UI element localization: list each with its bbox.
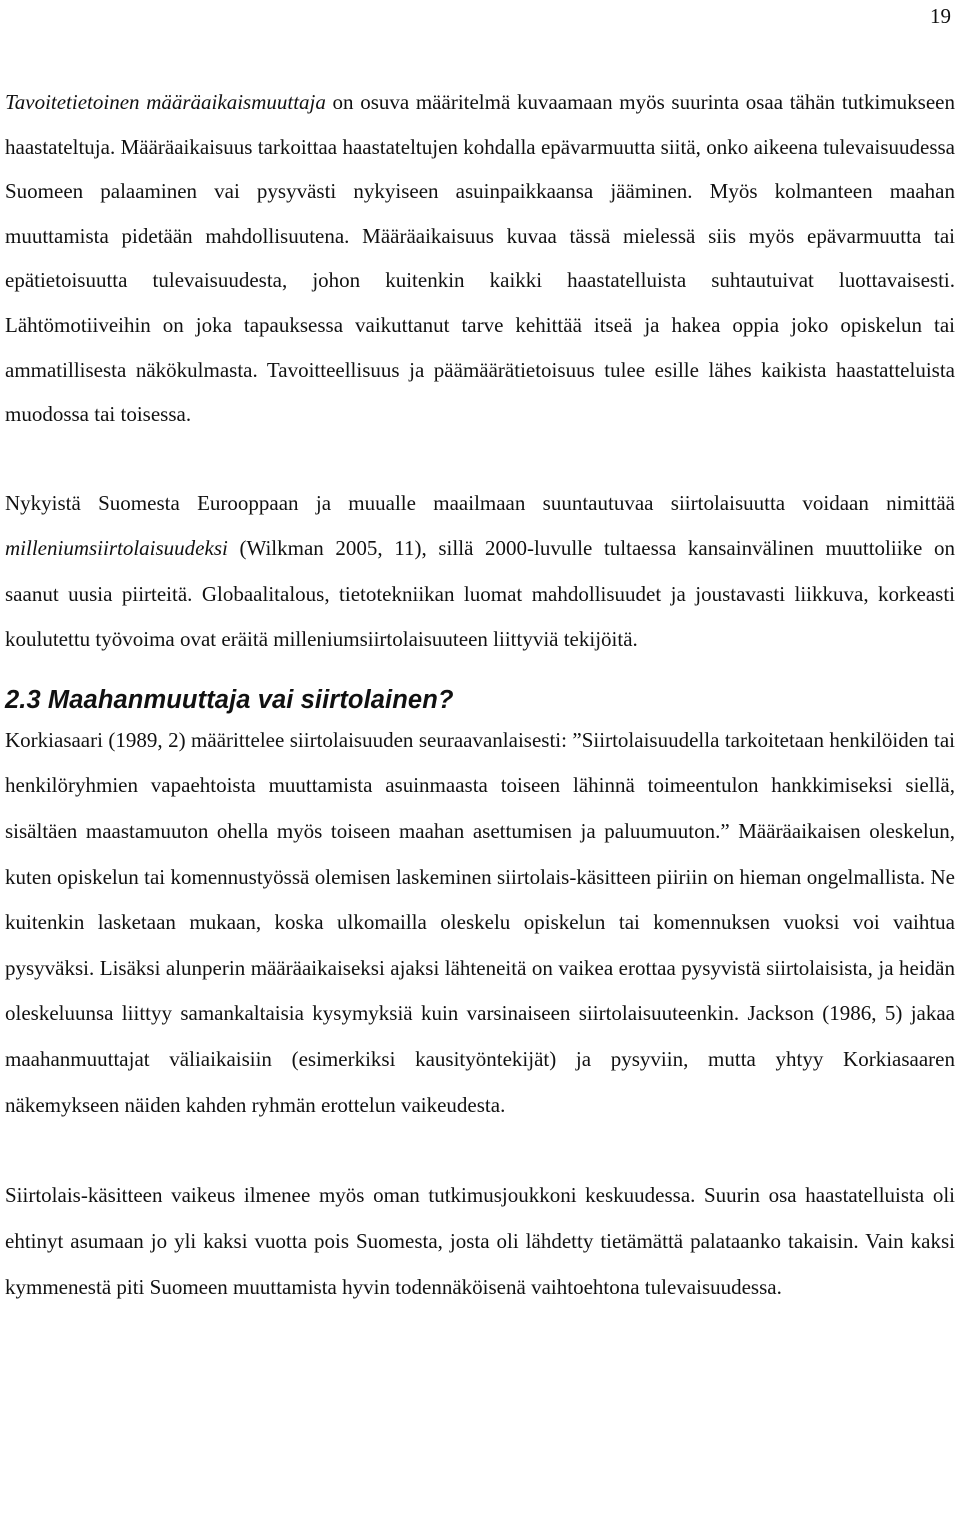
page-number: 19 [930, 4, 951, 28]
paragraph-text: on osuva määritelmä kuvaamaan myös suurinta osaa tähän tutkimukseen haastateltuja. Määräaikaisuus tarkoittaa haastateltujen kohdalla epävarmuutta siitä, onko aikeena tulevaisuudessa Suomeen palaaminen vai pysyvästi nykyiseen asuinpaikkaansa jääminen. Myös kolmanteen maahan muuttamista pidetään mahdollisuutena. Määräaikaisuus kuvaa tässä mielessä siis myös epävarmuutta tai epätietoisuutta tulevaisuudesta, johon kuitenkin kaikki haastatelluista suhtautuivat luottavaisesti. Lähtömotiiveihin on joka tapauksessa vaikuttanut tarve kehittää itseä ja hakea oppia joko opiskelun tai ammatillisesta näkökulmasta. Tavoitteellisuus ja päämäärätietoisuus tulee esille lähes kaikista haastatteluista muodossa tai toisessa. [5, 90, 955, 427]
paragraph-3: Korkiasaari (1989, 2) määrittelee siirtolaisuuden seuraavanlaisesti: ”Siirtolaisuudella tarkoitetaan henkilöiden tai henkilöryhmien vapaehtoista muuttamista asuinmaasta toiseen lähinnä toimeentulon hankkimiseksi siellä, sisältäen maastamuuton ohella myös toiseen maahan asettumisen ja paluumuuton.” Määräaikaisen oleskelun, kuten opiskelun tai komennustyössä olemisen laskeminen siirtolais-käsitteen piiriin on hieman ongelmallista. Ne kuitenkin lasketaan mukaan, koska ulkomailla oleskelu opiskelun tai komennuksen vuoksi voi vaihtua pysyväksi. Lisäksi alunperin määräaikaiseksi ajaksi lähteneitä on vaikea erottaa pysyvistä siirtolaisista, ja heidän oleskeluunsa liittyy samankaltaisia kysymyksiä kuin varsinaiseen siirtolaisuuteenkin. Jackson (1986, 5) jakaa maahanmuuttajat väliaikaisiin (esimerkiksi kausityöntekijät) ja pysyviin, mutta yhtyy Korkiasaaren näkemykseen näiden kahden ryhmän erottelun vaikeudesta. [5, 727, 955, 1117]
italic-term: milleniumsiirtolaisuudeksi [5, 536, 228, 561]
paragraph-4: Siirtolais-käsitteen vaikeus ilmenee myös oman tutkimusjoukkoni keskuudessa. Suurin osa haastatelluista oli ehtinyt asumaan jo yli kaksi vuotta pois Suomesta, josta oli lähdetty tietämättä palataanko takaisin. Vain kaksi kymmenestä piti Suomeen muuttamista hyvin todennäköisenä vaihtoehtona tulevaisuudessa. [5, 1183, 955, 1300]
paragraph-2 [5, 481, 955, 663]
italic-term: Tavoitetietoinen määräaikaismuuttaja [5, 90, 326, 114]
section-heading: 2.3 Maahanmuuttaja vai siirtolainen? [5, 685, 454, 714]
paragraph-text: (Wilkman 2005, 11), sillä 2000-luvulle tultaessa kansainvälinen muuttoliike on saanut uusia piirteitä. Globaalitalous, tietotekniikan luomat mahdollisuudet ja joustavasti liikkuva, korkeasti koulutettu työvoima ovat eräitä milleniumsiirtolaisuuteen liittyviä tekijöitä. [5, 536, 955, 652]
paragraph-text: Nykyistä Suomesta Eurooppaan ja muualle maailmaan suuntautuvaa siirtolaisuutta voidaan nimittää [5, 490, 955, 515]
document-body [5, 80, 955, 1310]
paragraph-1 [5, 80, 955, 437]
